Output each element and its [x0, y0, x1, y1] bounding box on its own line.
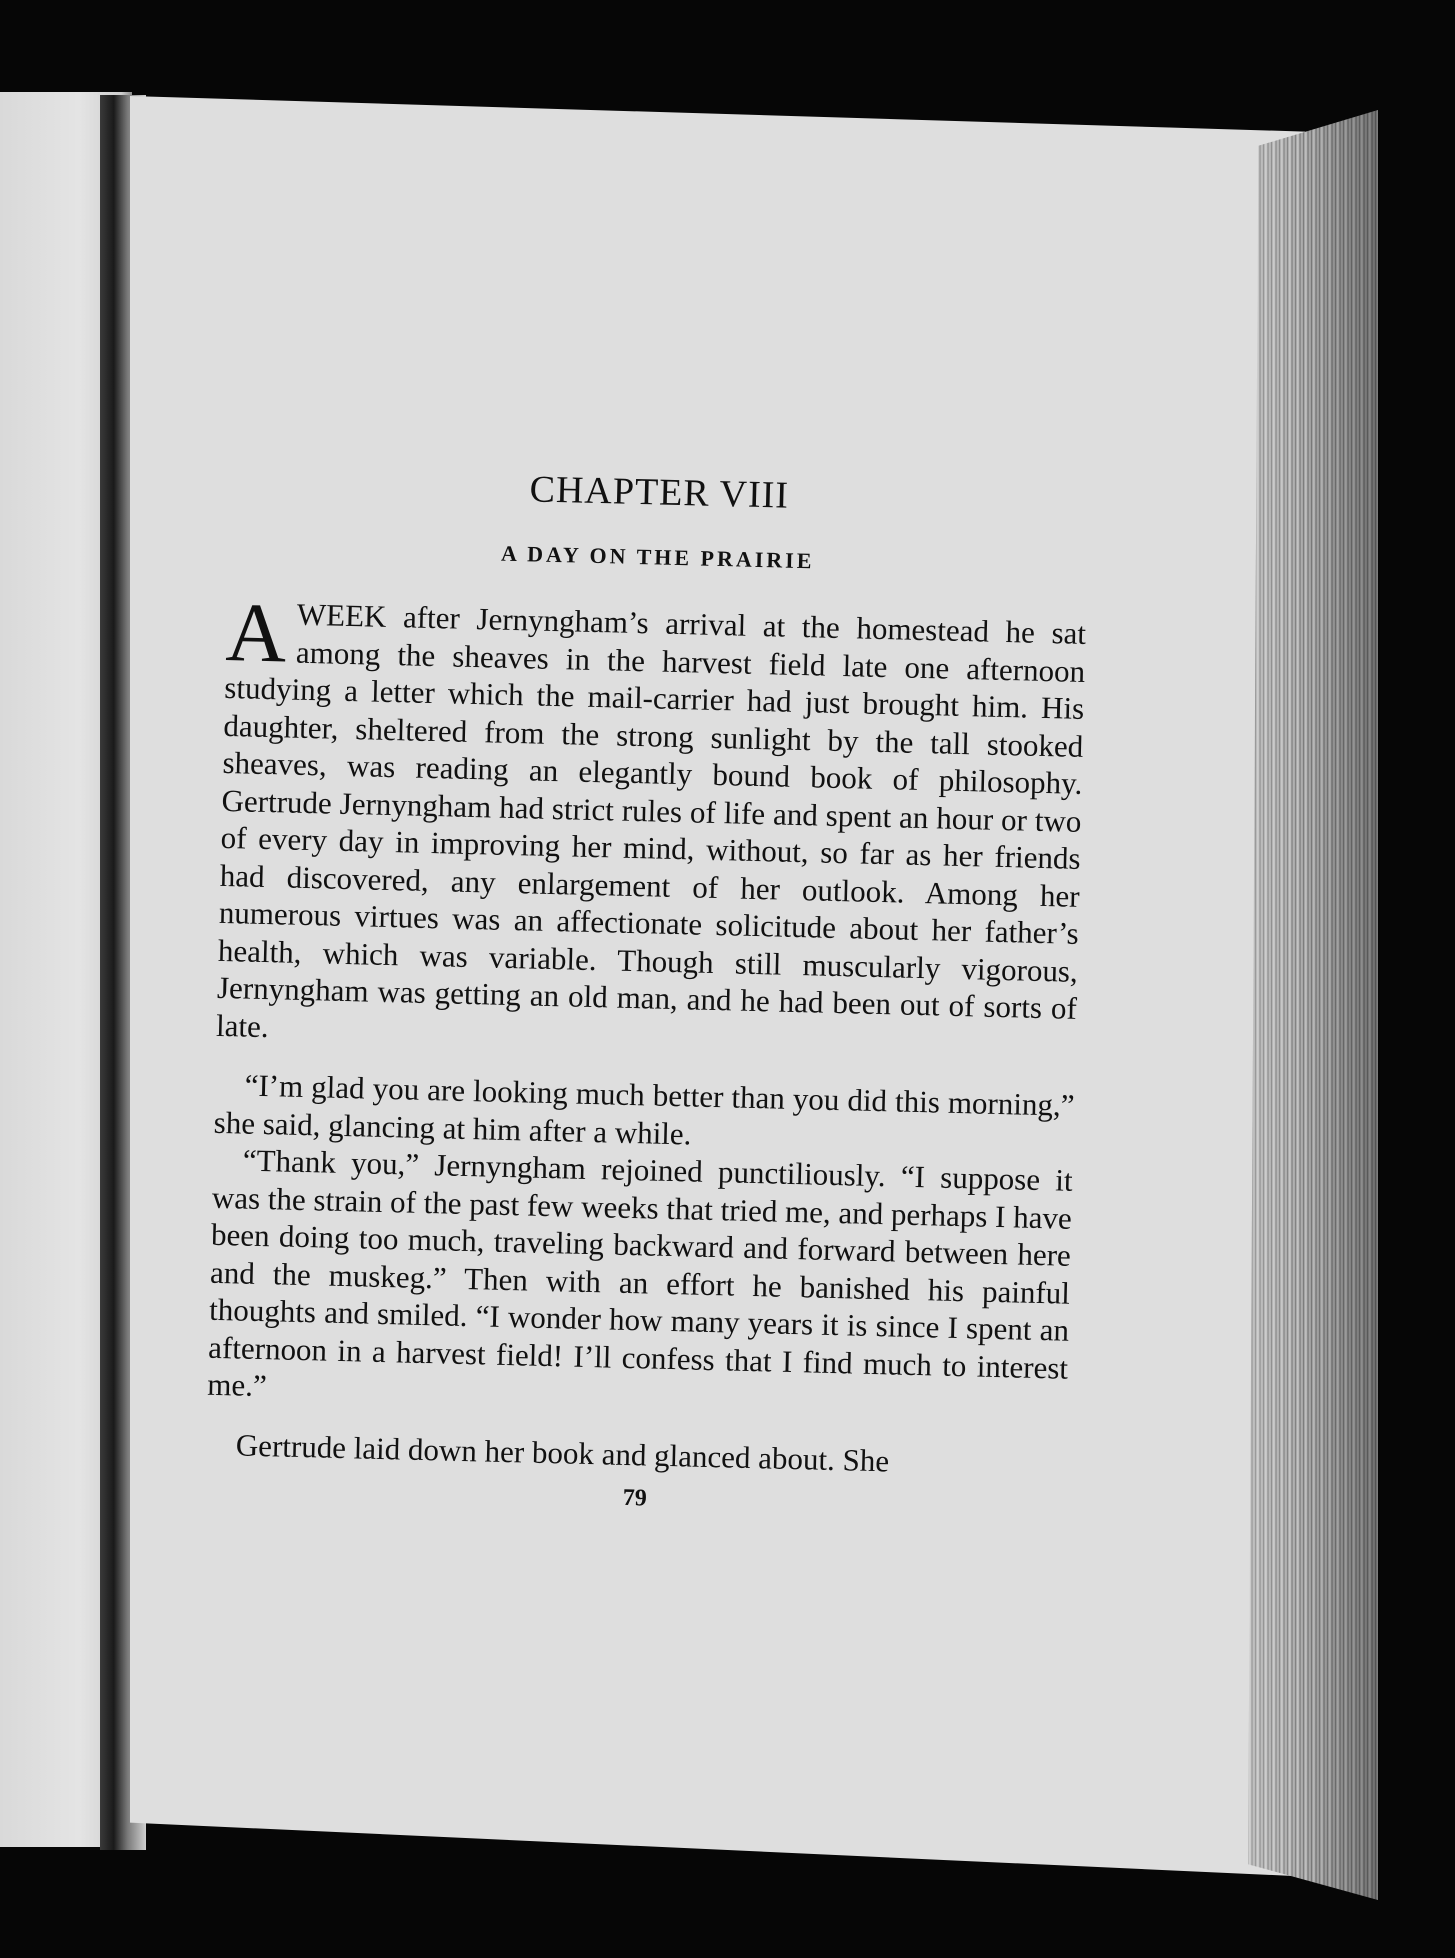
paragraph-1-text: WEEK after Jernyngham’s arrival at the homestead he sat among the sheaves in the harvest field late one afternoon studying a letter which the mail-carrier had just brought him. His daughter, sheltered from the strong sunlight by the tall stooked sheaves, was reading an elegantly bound book of philosophy. Gertrude Jernyngham had strict rules of life and spent an hour or two of every day in improving her mind, without, so far as her friends had discovered, any enlargement of her outlook. Among her numerous virtues was an affectionate solicitude about her father’s health, which was variable. Though still muscularly vigorous, Jernyngham was getting an old man, and he had been out of sorts of late.: [215, 596, 1087, 1044]
page-number: 79: [622, 1484, 648, 1512]
paragraph-2: “I’m glad you are looking much better than you did this morning,” she said, glancing at him after a while.: [213, 1067, 1075, 1151]
drop-cap: A: [224, 585, 288, 681]
chapter-title: CHAPTER VIII: [529, 468, 790, 517]
paragraph-3: “Thank you,” Jernyngham rejoined punctiliously. “I suppose it was the strain of the past few weeks that tried me, and perhaps I have been doing too much, traveling backward and forward between here and the muskeg.” Then with an effort he banished his painful thoughts and smiled. “I wonder how many years it is since I spent an afternoon in a harvest field! I’ll confess that I find much to interest me.”: [206, 1142, 1074, 1404]
paragraph-1: [215, 585, 1087, 1065]
paragraph-4: Gertrude laid down her book and glanced about. She: [235, 1426, 890, 1478]
chapter-subtitle: A DAY ON THE PRAIRIE: [500, 540, 815, 574]
page-text-block: [205, 460, 1090, 1523]
page-fore-edge-shade: [1248, 110, 1378, 1900]
